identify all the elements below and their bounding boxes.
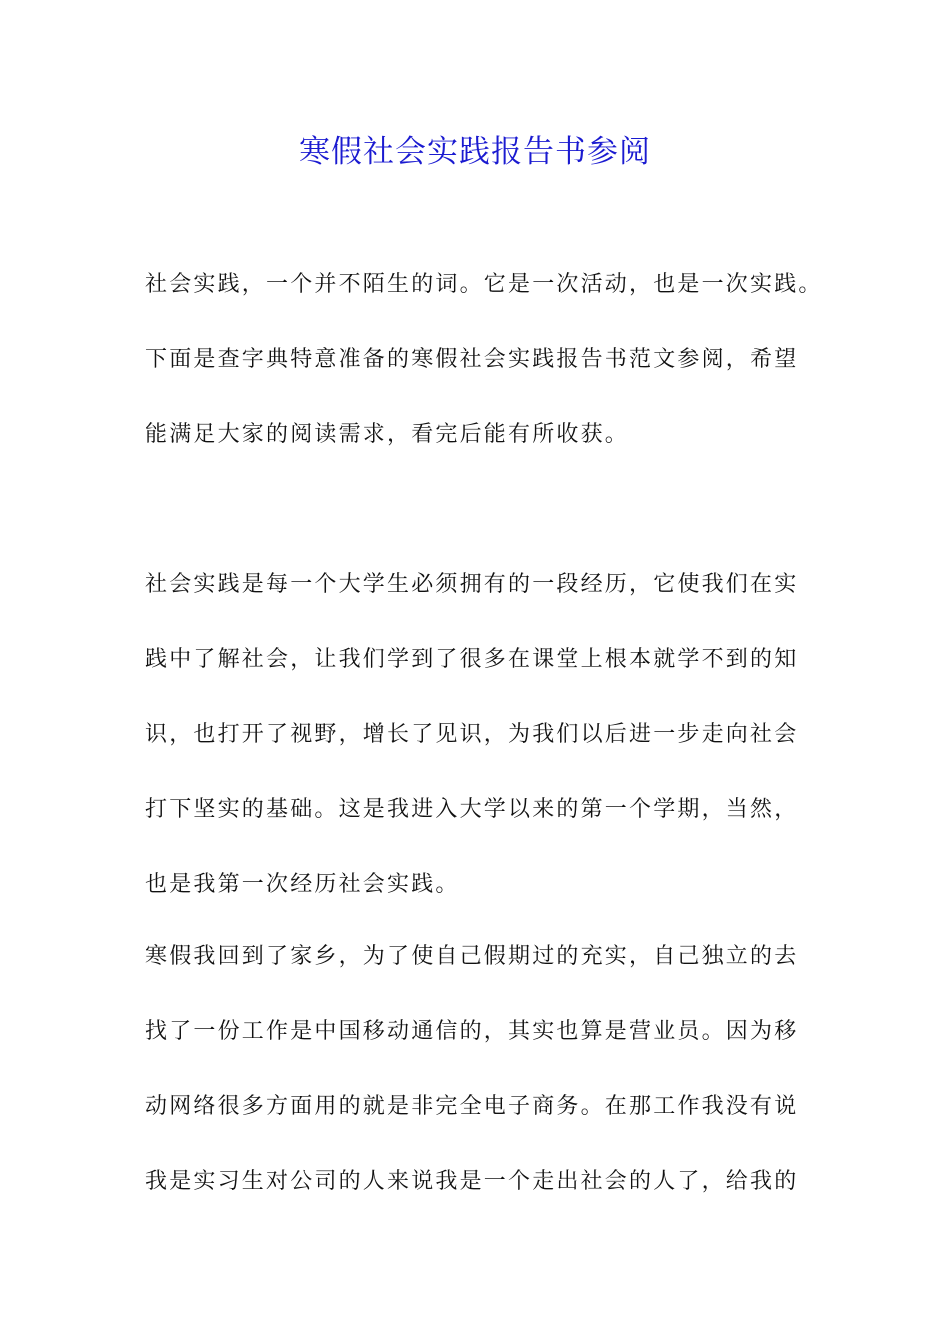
paragraph-line: 践中了解社会，让我们学到了很多在课堂上根本就学不到的知 — [145, 647, 799, 672]
paragraph-line: 找了一份工作是中国移动通信的，其实也算是营业员。因为移 — [145, 1019, 799, 1044]
paragraph-line: 我是实习生对公司的人来说我是一个走出社会的人了，给我的 — [145, 1169, 799, 1194]
paragraph-line: 下面是查字典特意准备的寒假社会实践报告书范文参阅，希望 — [145, 347, 799, 372]
paragraph-line: 动网络很多方面用的就是非完全电子商务。在那工作我没有说 — [145, 1094, 799, 1119]
paragraph-line: 社会实践是每一个大学生必须拥有的一段经历，它使我们在实 — [145, 572, 799, 597]
paragraph-line: 打下坚实的基础。这是我进入大学以来的第一个学期，当然， — [145, 797, 799, 822]
document-title: 寒假社会实践报告书参阅 — [299, 134, 651, 170]
paragraph-line: 社会实践，一个并不陌生的词。它是一次活动，也是一次实践。 — [145, 272, 823, 297]
paragraph-line: 能满足大家的阅读需求，看完后能有所收获。 — [145, 422, 630, 447]
paragraph-line: 也是我第一次经历社会实践。 — [145, 872, 460, 897]
paragraph-line: 识，也打开了视野，增长了见识，为我们以后进一步走向社会 — [145, 722, 799, 747]
paragraph-line: 寒假我回到了家乡，为了使自己假期过的充实，自己独立的去 — [145, 944, 799, 969]
